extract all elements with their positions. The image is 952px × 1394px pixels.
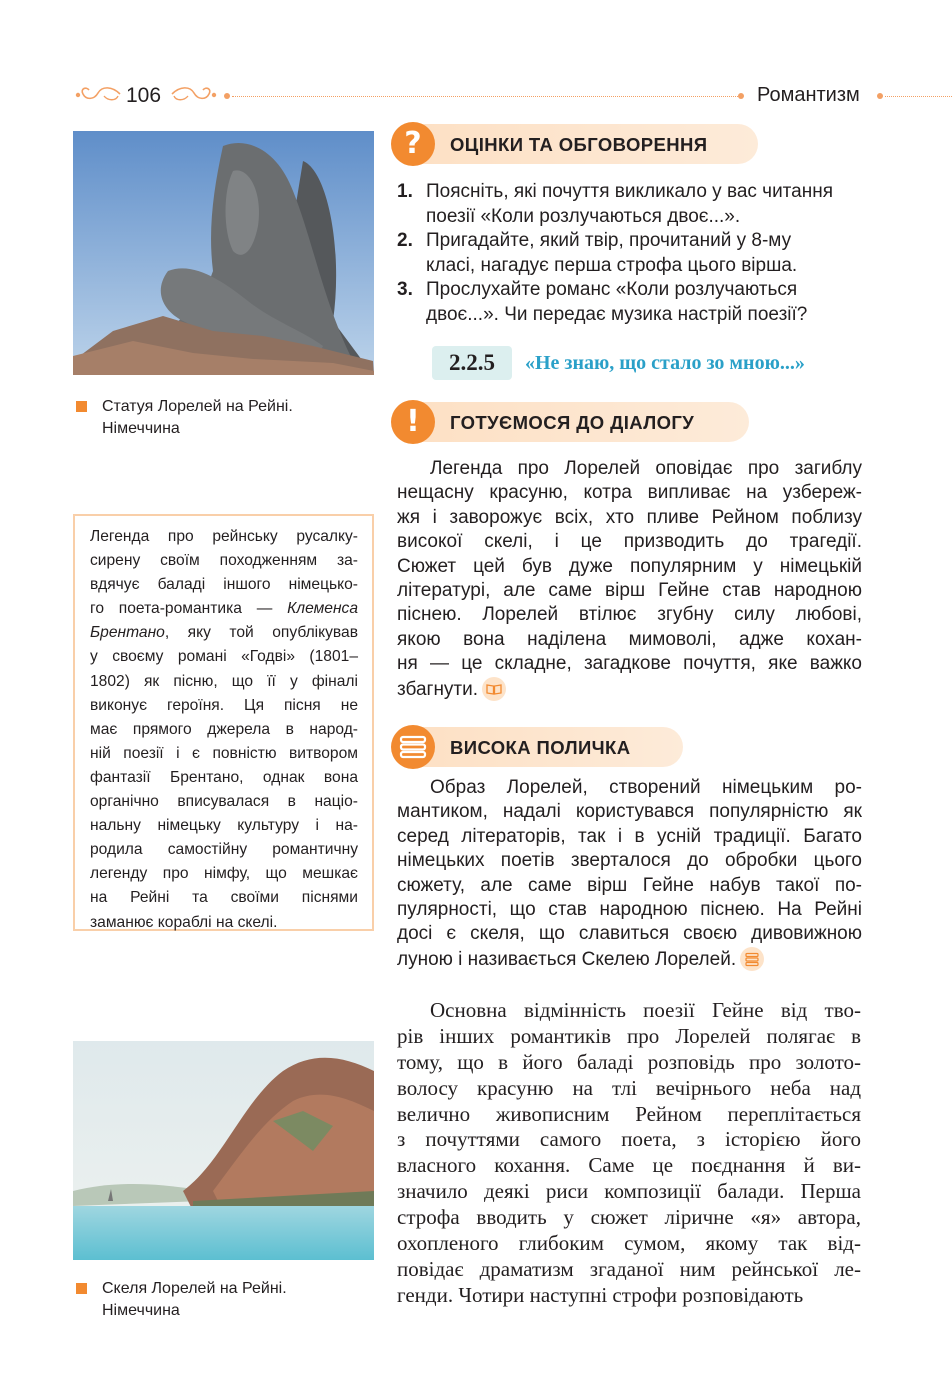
text-line: Легенда про Лорелей оповідає про загиблу	[430, 458, 862, 479]
section-title: ОЦІНКИ ТА ОБГОВОРЕННЯ	[450, 134, 708, 155]
text-line: Основна відмінність поезії Гейне від тво-	[430, 998, 861, 1022]
text-line: якою вона наділена мимоволі, адже кохан-	[397, 628, 862, 650]
text-line: велично живописним Рейном переплітається	[397, 1101, 861, 1126]
text-line: піснею. Лорелей втілює згубну силу любові,	[397, 604, 862, 626]
caption-statue	[102, 396, 293, 440]
page-number: 106	[126, 84, 162, 107]
header-dot	[224, 93, 230, 99]
section-dialogue-header	[391, 400, 749, 444]
text-line: Сюжет цей був дуже популярним у німецькій	[397, 555, 862, 577]
text-line: жя і заворожує всіх, хто пливе Рейном поблизу	[397, 506, 862, 528]
text-line: серед літераторів, так і в усній традиції. Багато	[397, 825, 862, 847]
side-box-line: у своєму романі «Годві» (1801–	[90, 648, 358, 666]
side-box-line: фантазії Брентано, однак вона	[90, 768, 358, 786]
text-line: генди. Чотири наступні строфи розповідають	[397, 1282, 804, 1307]
header-rule	[232, 96, 740, 97]
dialogue-paragraph	[397, 457, 862, 701]
caption-line: Скеля Лорелей на Рейні.	[102, 1280, 287, 1297]
text-line: охопленого глибоким сумом, якому так від-	[397, 1231, 861, 1256]
caption-bullet	[76, 1283, 87, 1294]
side-box-line: органічно вписувалася в націо-	[90, 793, 358, 811]
question-text: Пригадайте, який твір, прочитаний у 8-му класі, нагадує перша строфа цього вірша.	[426, 230, 798, 276]
side-box-line: Брентано, яку той опублікував	[90, 624, 358, 642]
section-shelf-header	[391, 725, 683, 769]
header-dot	[877, 93, 883, 99]
question-number: 2.	[397, 230, 413, 251]
section-discussion-header	[391, 122, 758, 166]
text-line: збагнути.	[397, 677, 862, 701]
text-line: волосу красуню на тлі вечірнього неба над	[397, 1075, 861, 1100]
subtopic-number: 2.2.5	[432, 346, 512, 380]
text-line: літературі, але саме вірш Гейне став народною	[397, 579, 862, 601]
book-icon	[482, 677, 506, 701]
legend-side-box	[73, 514, 374, 931]
text-line: тому, що в його баладі розповідь про золото-	[397, 1049, 861, 1074]
side-box-line: на Рейні та своїми піснями	[90, 889, 358, 907]
text-line: строфа вводить у сюжет ліричне «я» автора,	[397, 1205, 861, 1230]
text-line: ня — це складне, загадкове почуття, яке важко	[397, 653, 862, 675]
side-box-line: виконує героїня. Ця пісня не	[90, 696, 358, 714]
section-title: ВИСОКА ПОЛИЧКА	[450, 737, 631, 758]
question-item	[397, 229, 863, 278]
text-line: мантиком, надалі користувався популярністю як	[397, 801, 862, 823]
text-line: луною і називається Скелею Лорелей.	[397, 947, 862, 971]
side-box-line: сирену своїм походженням за-	[90, 552, 358, 570]
text-line: Образ Лорелей, створений німецьким ро-	[430, 777, 862, 798]
text-line: досі є скеля, що славиться своєю дивовижною	[397, 923, 862, 945]
side-box-line: має прямого джерела в народ-	[90, 720, 358, 738]
text-line: значило деякі риси композиції балади. Перша	[397, 1179, 861, 1204]
shelf-small-icon	[740, 947, 764, 971]
side-box-line: го поета-романтика — Клеменса	[90, 600, 358, 618]
photo-lorelei-cliff	[73, 1041, 374, 1260]
side-box-line: заманює кораблі на скелі.	[90, 913, 278, 931]
caption-line: Німеччина	[102, 420, 180, 437]
side-box-line: ній поезії і є повністю витвором	[90, 744, 358, 762]
text-line: сюжету, але саме вірш Гейне набув такої по-	[397, 874, 862, 896]
subtopic-title: «Не знаю, що стало зо мною...»	[525, 352, 805, 374]
caption-line: Німеччина	[102, 1302, 180, 1319]
main-body-text	[397, 998, 861, 1309]
question-icon: ?	[391, 122, 435, 166]
text-line: німецьких поетів зверталося до обробки цього	[397, 850, 862, 872]
side-box-line: нальну німецьку культуру і на-	[90, 817, 358, 835]
text-line: з почуттями самого поета, з історією його	[397, 1127, 861, 1152]
photo-lorelei-statue	[73, 131, 374, 375]
running-title: Романтизм	[757, 84, 860, 106]
text-line: пулярності, що став народною піснею. На Рейні	[397, 898, 862, 920]
header-rule	[885, 96, 952, 97]
bookshelf-icon	[391, 725, 435, 769]
text-line: нещасну красуню, котра випливає на узбереж-	[397, 482, 862, 504]
shelf-paragraph	[397, 776, 862, 971]
text-line: власного кохання. Саме це поєднання й ви-	[397, 1153, 861, 1178]
question-number: 3.	[397, 279, 413, 300]
exclamation-icon: !	[391, 400, 435, 444]
section-title: ГОТУЄМОСЯ ДО ДІАЛОГУ	[450, 412, 695, 433]
header-dot	[738, 93, 744, 99]
text-line: високої скелі, і це призводить до трагедії.	[397, 531, 862, 553]
question-number: 1.	[397, 181, 413, 202]
caption-cliff	[102, 1278, 287, 1322]
caption-line: Статуя Лорелей на Рейні.	[102, 398, 293, 415]
caption-bullet	[76, 401, 87, 412]
side-box-line: Легенда про рейнську русалку-	[90, 528, 358, 545]
text-line: рів інших романтиків про Лорелей полягає в	[397, 1023, 861, 1048]
side-box-line: легенду про німфу, що мешкає	[90, 865, 358, 883]
question-text: Поясніть, які почуття викликало у вас читання поезії «Коли розлучаються двоє...».	[426, 181, 834, 227]
question-text: Прослухайте романс «Коли розлучаються двоє...». Чи передає музика настрій поезії?	[426, 279, 808, 325]
right-ornament-icon	[170, 82, 218, 104]
side-box-line: вдячує баладі іншого німецько-	[90, 576, 358, 594]
side-box-line: 1802) як пісню, що її у фіналі	[90, 672, 358, 690]
question-item	[397, 278, 863, 327]
question-item	[397, 180, 863, 229]
text-line: повідає драматизм згаданої ним рейнської ле-	[397, 1256, 861, 1281]
left-ornament-icon	[74, 82, 122, 104]
side-box-line: родила самостійну романтичну	[90, 841, 358, 859]
